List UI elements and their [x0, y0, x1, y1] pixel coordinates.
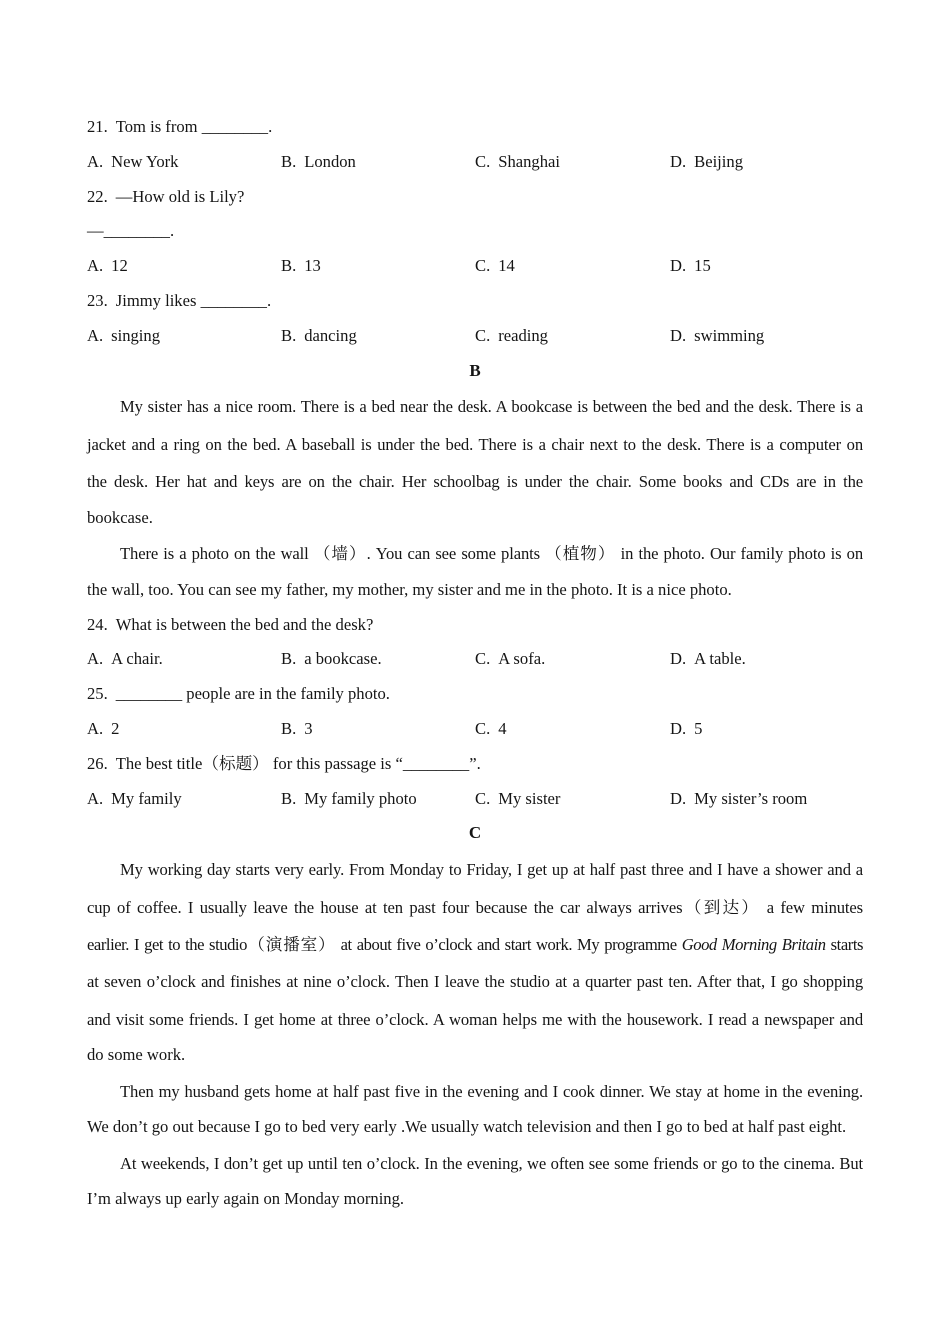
- question-22: [87, 180, 863, 215]
- option-label: C.: [475, 325, 491, 345]
- section-heading-b: B: [469, 360, 481, 380]
- option-b: [281, 249, 475, 284]
- question-26-options: [87, 782, 863, 817]
- question-text: —How old is Lily?: [115, 186, 245, 206]
- question-26: [87, 747, 863, 782]
- option-a: [87, 642, 281, 677]
- option-d: [670, 712, 863, 747]
- option-c: [475, 319, 670, 354]
- option-a: [87, 145, 281, 180]
- option-text: singing: [111, 325, 161, 345]
- question-23-options: [87, 319, 863, 354]
- question-24: [87, 608, 863, 643]
- option-b: [281, 782, 475, 817]
- option-text: swimming: [694, 325, 765, 345]
- question-24-options: [87, 642, 863, 677]
- question-text: The best title（标题） for this passage is “________”.: [115, 753, 481, 773]
- option-label: A.: [87, 151, 104, 171]
- line-text: earlier. I get to the studio（演播室） at about five o’clock and start work. My programme: [87, 934, 682, 954]
- paragraph-line: At weekends, I don’t get up until ten o’clock. In the evening, we often see some friends or go to the cinema. But: [120, 1154, 863, 1174]
- passage-c-paragraph-1: [87, 851, 863, 1073]
- option-text: Shanghai: [498, 151, 560, 171]
- option-b: [281, 642, 475, 677]
- option-d: [670, 782, 863, 817]
- question-text: ________ people are in the family photo.: [115, 684, 390, 704]
- option-label: B.: [281, 718, 297, 738]
- paragraph-line: Then my husband gets home at half past five in the evening and I cook dinner. We stay at home in the evening.: [120, 1081, 863, 1101]
- option-text: 2: [111, 718, 120, 738]
- question-number: 26.: [87, 753, 108, 773]
- option-label: C.: [475, 718, 491, 738]
- option-d: [670, 249, 863, 284]
- section-heading-c: C: [468, 823, 482, 843]
- question-number: 24.: [87, 614, 108, 634]
- option-text: 5: [694, 718, 703, 738]
- question-23: [87, 284, 863, 319]
- option-d: [670, 642, 863, 677]
- option-text: 15: [694, 256, 711, 276]
- question-text: Tom is from ________.: [115, 117, 273, 136]
- option-text: My family: [111, 788, 182, 808]
- option-label: B.: [281, 325, 297, 345]
- paragraph-line: [87, 926, 863, 963]
- question-number: 22.: [87, 186, 108, 206]
- option-label: B.: [281, 256, 297, 276]
- option-text: 4: [498, 718, 507, 738]
- option-text: Beijing: [694, 151, 743, 171]
- option-a: [87, 249, 281, 284]
- question-21: [87, 110, 863, 145]
- option-text: 3: [304, 718, 313, 738]
- option-text: 13: [304, 256, 321, 276]
- option-text: 12: [111, 256, 128, 276]
- option-b: [281, 712, 475, 747]
- question-number: 25.: [87, 684, 108, 704]
- option-text: My family photo: [304, 788, 417, 808]
- option-label: A.: [87, 649, 104, 669]
- worksheet-content: [87, 110, 863, 1217]
- option-label: A.: [87, 718, 104, 738]
- option-text: My sister: [498, 788, 561, 808]
- passage-b-paragraph-1: [87, 388, 863, 535]
- option-text: A sofa.: [498, 649, 546, 669]
- paragraph-line: I’m always up early again on Monday morning.: [87, 1189, 405, 1209]
- question-text: What is between the bed and the desk?: [115, 614, 374, 634]
- question-25-options: [87, 712, 863, 747]
- option-d: [670, 145, 863, 180]
- option-d: [670, 319, 863, 354]
- option-c: [475, 249, 670, 284]
- option-a: [87, 782, 281, 817]
- paragraph-line: the wall, too. You can see my father, my mother, my sister and me in the photo. It is a nice photo.: [87, 579, 732, 599]
- option-label: C.: [475, 649, 491, 669]
- option-text: a bookcase.: [304, 649, 382, 669]
- option-label: D.: [670, 649, 687, 669]
- passage-c-paragraph-3: [87, 1145, 863, 1217]
- option-label: C.: [475, 256, 491, 276]
- paragraph-line: We don’t go out because I go to bed very early .We usually watch television and then I go to bed at half past eight.: [87, 1117, 847, 1137]
- option-label: D.: [670, 718, 687, 738]
- line-text: starts: [825, 934, 863, 954]
- option-text: dancing: [304, 325, 357, 345]
- option-c: [475, 782, 670, 817]
- option-label: A.: [87, 788, 104, 808]
- option-text: 14: [498, 256, 515, 276]
- option-c: [475, 145, 670, 180]
- paragraph-line: the desk. Her hat and keys are on the chair. Her schoolbag is under the chair. Some books and CDs are in the: [87, 472, 863, 492]
- option-c: [475, 712, 670, 747]
- option-label: C.: [475, 788, 491, 808]
- paragraph-line: There is a photo on the wall （墙）. You can see some plants （植物） in the photo. Our family photo is on: [120, 544, 863, 564]
- question-21-options: [87, 145, 863, 180]
- question-25: [87, 677, 863, 712]
- question-number: 21.: [87, 117, 108, 136]
- option-label: B.: [281, 788, 297, 808]
- paragraph-line: and visit some friends. I get home at three o’clock. A woman helps me with the housework. I read a newspaper and: [87, 1009, 863, 1029]
- option-b: [281, 319, 475, 354]
- option-label: D.: [670, 151, 687, 171]
- option-c: [475, 642, 670, 677]
- option-text: London: [304, 151, 356, 171]
- option-label: D.: [670, 788, 687, 808]
- option-label: D.: [670, 325, 687, 345]
- paragraph-line: jacket and a ring on the bed. A baseball is under the bed. There is a chair next to the desk. There is a computer on: [87, 434, 863, 454]
- option-label: B.: [281, 649, 297, 669]
- question-number: 23.: [87, 290, 108, 310]
- passage-b-paragraph-2: [87, 535, 863, 607]
- question-text: Jimmy likes ________.: [115, 290, 272, 310]
- programme-title: Good Morning Britain: [681, 934, 826, 954]
- option-label: B.: [281, 151, 297, 171]
- option-text: reading: [498, 325, 548, 345]
- option-label: C.: [475, 151, 491, 171]
- paragraph-line: do some work.: [87, 1045, 186, 1065]
- option-text: A table.: [694, 649, 746, 669]
- option-b: [281, 145, 475, 180]
- paragraph-line: bookcase.: [87, 507, 153, 527]
- paragraph-line: My working day starts very early. From Monday to Friday, I get up at half past three and I have a shower and a: [120, 860, 863, 880]
- paragraph-line: at seven o’clock and finishes at nine o’clock. Then I leave the studio at a quarter past ten. After that, I go shopping: [87, 972, 863, 992]
- option-text: A chair.: [111, 649, 163, 669]
- option-label: D.: [670, 256, 687, 276]
- option-text: My sister’s room: [694, 788, 808, 808]
- question-22-options: [87, 249, 863, 284]
- option-a: [87, 712, 281, 747]
- question-22-answer-line: —________.: [87, 221, 175, 241]
- paragraph-line: My sister has a nice room. There is a bed near the desk. A bookcase is between the bed and the desk. There is a: [120, 397, 863, 417]
- paragraph-line: cup of coffee. I usually leave the house at ten past four because the car always arrives（到达） a few minutes: [87, 897, 863, 917]
- option-text: New York: [111, 151, 179, 171]
- option-a: [87, 319, 281, 354]
- passage-c-paragraph-2: [87, 1073, 863, 1145]
- option-label: A.: [87, 325, 104, 345]
- option-label: A.: [87, 256, 104, 276]
